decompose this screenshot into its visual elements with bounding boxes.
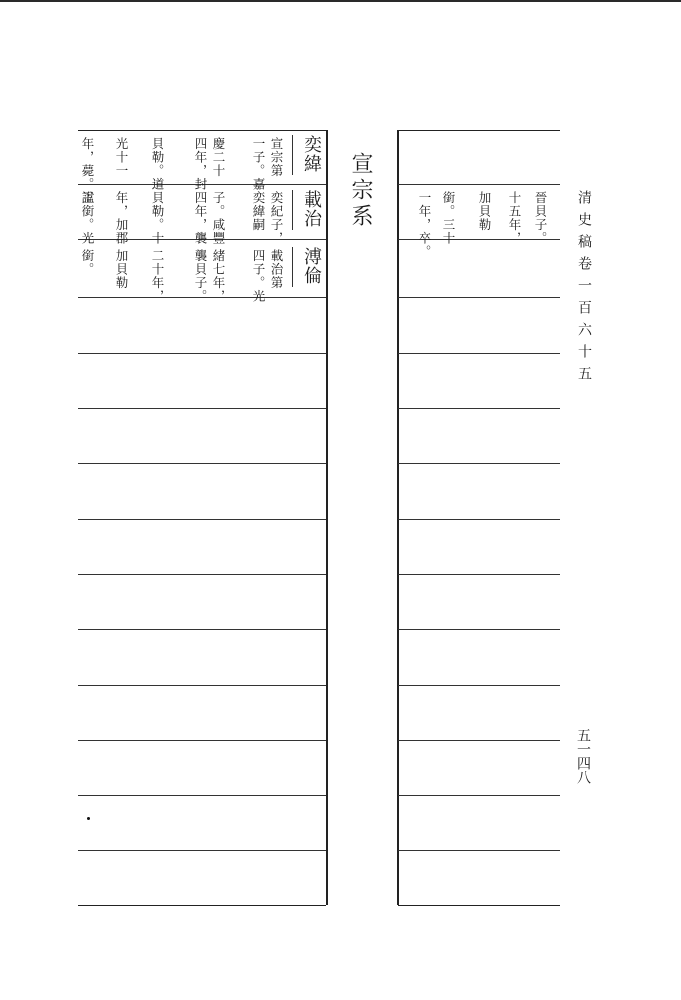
entry-column: 襲貝子。 (193, 249, 208, 303)
row-rule (398, 184, 560, 185)
row-rule (78, 685, 326, 686)
row-rule (398, 629, 560, 630)
person-name: 奕緯 (301, 135, 322, 173)
entry-column: 一年，卒。 (417, 191, 432, 259)
entry-column: 貝勒。十 (150, 191, 165, 245)
name-bracket (292, 190, 293, 230)
entry-column: 年，薨。諡 (80, 137, 95, 205)
entry-column: 一子。嘉 (251, 137, 266, 191)
entry-column: 晉貝子。 (533, 191, 548, 245)
row-rule (398, 740, 560, 741)
entry-column: 加貝勒 (114, 249, 129, 290)
entry-column: 銜。三十 (441, 191, 456, 245)
entry-column: 四年，襲 (193, 191, 208, 245)
row-rule (398, 795, 560, 796)
name-bracket (292, 135, 293, 175)
person-name: 載治 (301, 190, 322, 228)
entry-column: 貝勒。道 (150, 137, 165, 191)
page-number: 五一四八 (575, 728, 591, 784)
row-rule (398, 850, 560, 851)
row-rule (398, 685, 560, 686)
entry-column: 緒七年， (211, 249, 226, 303)
row-rule (398, 408, 560, 409)
entry-column: 王銜。光 (80, 191, 95, 245)
entry-column: 十五年， (507, 191, 522, 245)
row-rule (78, 795, 326, 796)
row-rule (78, 519, 326, 520)
row-rule (78, 850, 326, 851)
entry-column: 年，加郡 (114, 191, 129, 245)
entry-column: 載治第 (269, 249, 284, 290)
entry-column: 慶二十 (211, 137, 226, 178)
left-table-edge (326, 130, 328, 905)
table-title: 宣宗系 (348, 152, 373, 230)
ink-speck (87, 817, 90, 820)
genealogy-table-right (398, 130, 560, 906)
row-rule (78, 353, 326, 354)
row-rule (398, 574, 560, 575)
running-head: 清史稿卷一百六十五 (576, 190, 592, 388)
genealogy-table-left (78, 130, 326, 906)
person-name: 溥倫 (301, 247, 322, 285)
entry-column: 奕紀子， (269, 191, 284, 245)
entry-column: 四年，封 (193, 137, 208, 191)
entry-column: 宣宗第 (269, 137, 284, 178)
row-rule (78, 574, 326, 575)
row-rule (398, 463, 560, 464)
entry-column: 四子。光 (251, 249, 266, 303)
entry-column: 奕緯嗣 (251, 191, 266, 232)
entry-column: 子。咸豐 (211, 191, 226, 245)
entry-column: 二十年， (150, 249, 165, 303)
entry-column: 加貝勒 (477, 191, 492, 232)
row-rule (78, 629, 326, 630)
row-rule (398, 353, 560, 354)
row-rule (398, 519, 560, 520)
entry-column: 光十一 (114, 137, 129, 178)
name-bracket (292, 247, 293, 287)
row-rule (78, 408, 326, 409)
entry-column: 銜。 (80, 249, 95, 276)
row-rule (398, 297, 560, 298)
page-top-rule (0, 0, 681, 2)
row-rule (78, 463, 326, 464)
row-rule (78, 740, 326, 741)
